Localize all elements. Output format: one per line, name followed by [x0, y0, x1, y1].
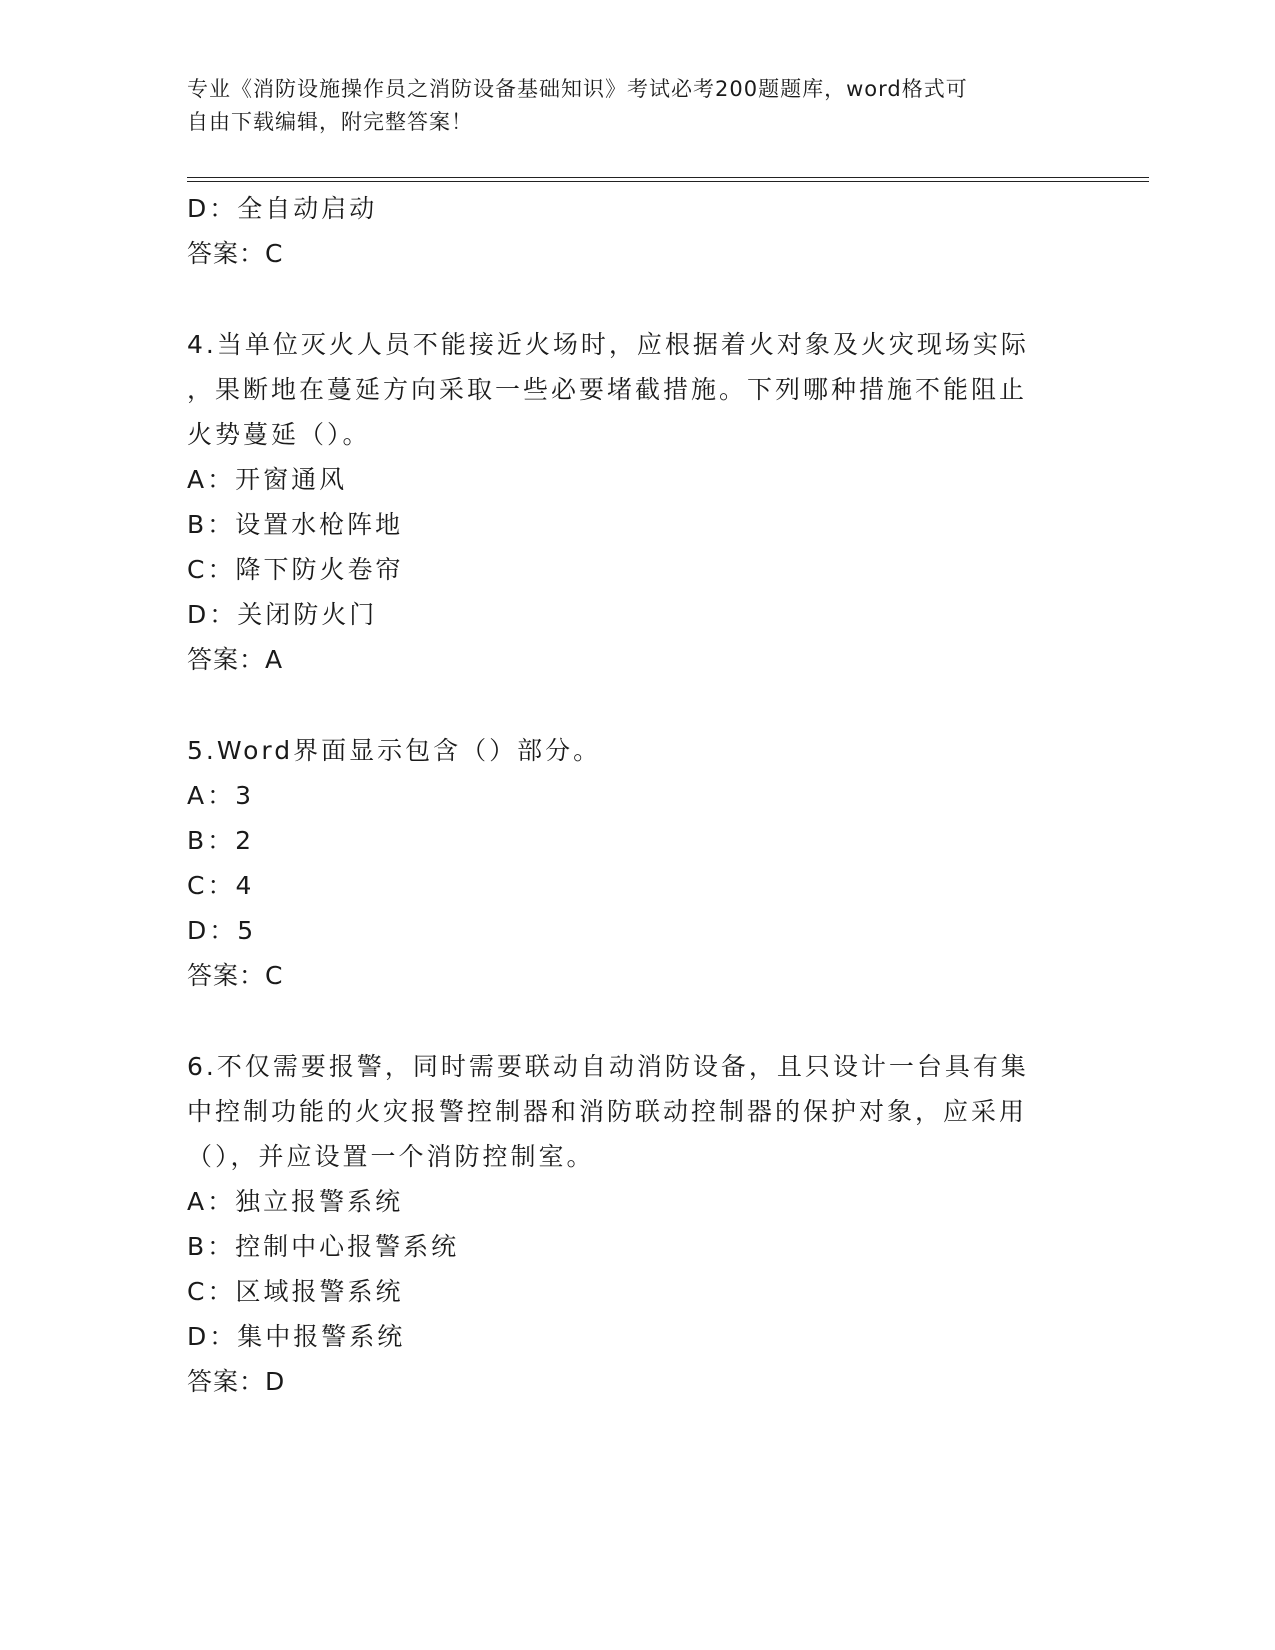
spacer — [187, 276, 1067, 322]
q5-option-d: D：5 — [187, 916, 257, 945]
q6-option-a: A：独立报警系统 — [187, 1187, 404, 1216]
q5-stem-line-1: 5.Word界面显示包含（）部分。 — [187, 736, 602, 765]
q6-option-b: B：控制中心报警系统 — [187, 1232, 460, 1261]
q4-stem-line-3: 火势蔓延（）。 — [187, 420, 371, 449]
question-6 — [187, 1044, 1067, 1404]
q4-stem-line-2: ，果断地在蔓延方向采取一些必要堵截措施。下列哪种措施不能阻止 — [187, 375, 1028, 404]
q4-stem-line-1: 4.当单位灭火人员不能接近火场时，应根据着火对象及火灾现场实际 — [187, 330, 1029, 359]
q6-option-c: C：区域报警系统 — [187, 1277, 404, 1306]
q3-option-d: D：全自动启动 — [187, 194, 378, 223]
q6-option-d: D：集中报警系统 — [187, 1322, 406, 1351]
q4-option-c: C：降下防火卷帘 — [187, 555, 404, 584]
q4-option-b: B：设置水枪阵地 — [187, 510, 404, 539]
q6-stem-line-3: （），并应设置一个消防控制室。 — [187, 1142, 595, 1171]
q4-option-d: D：关闭防火门 — [187, 600, 378, 629]
header-line-2: 自由下载编辑，附完整答案！ — [187, 110, 473, 134]
q6-stem-line-1: 6.不仅需要报警，同时需要联动自动消防设备，且只设计一台具有集 — [187, 1052, 1029, 1081]
question-5 — [187, 728, 1067, 998]
spacer — [187, 998, 1067, 1044]
q3-answer: 答案：C — [187, 239, 284, 268]
spacer — [187, 682, 1067, 728]
header-line-1: 专业《消防设施操作员之消防设备基础知识》考试必考200题题库，word格式可 — [187, 77, 968, 101]
question-4 — [187, 322, 1067, 682]
q5-option-b: B：2 — [187, 826, 255, 855]
q5-option-a: A：3 — [187, 781, 255, 810]
question-3-tail — [187, 186, 1067, 276]
q6-answer: 答案：D — [187, 1367, 286, 1396]
document-header — [187, 73, 1067, 139]
q6-stem-line-2: 中控制功能的火灾报警控制器和消防联动控制器的保护对象，应采用 — [187, 1097, 1028, 1126]
q5-option-c: C：4 — [187, 871, 255, 900]
header-double-rule — [187, 177, 1149, 182]
question-list — [187, 186, 1067, 1404]
q4-answer: 答案：A — [187, 645, 284, 674]
q4-option-a: A：开窗通风 — [187, 465, 348, 494]
q5-answer: 答案：C — [187, 961, 284, 990]
